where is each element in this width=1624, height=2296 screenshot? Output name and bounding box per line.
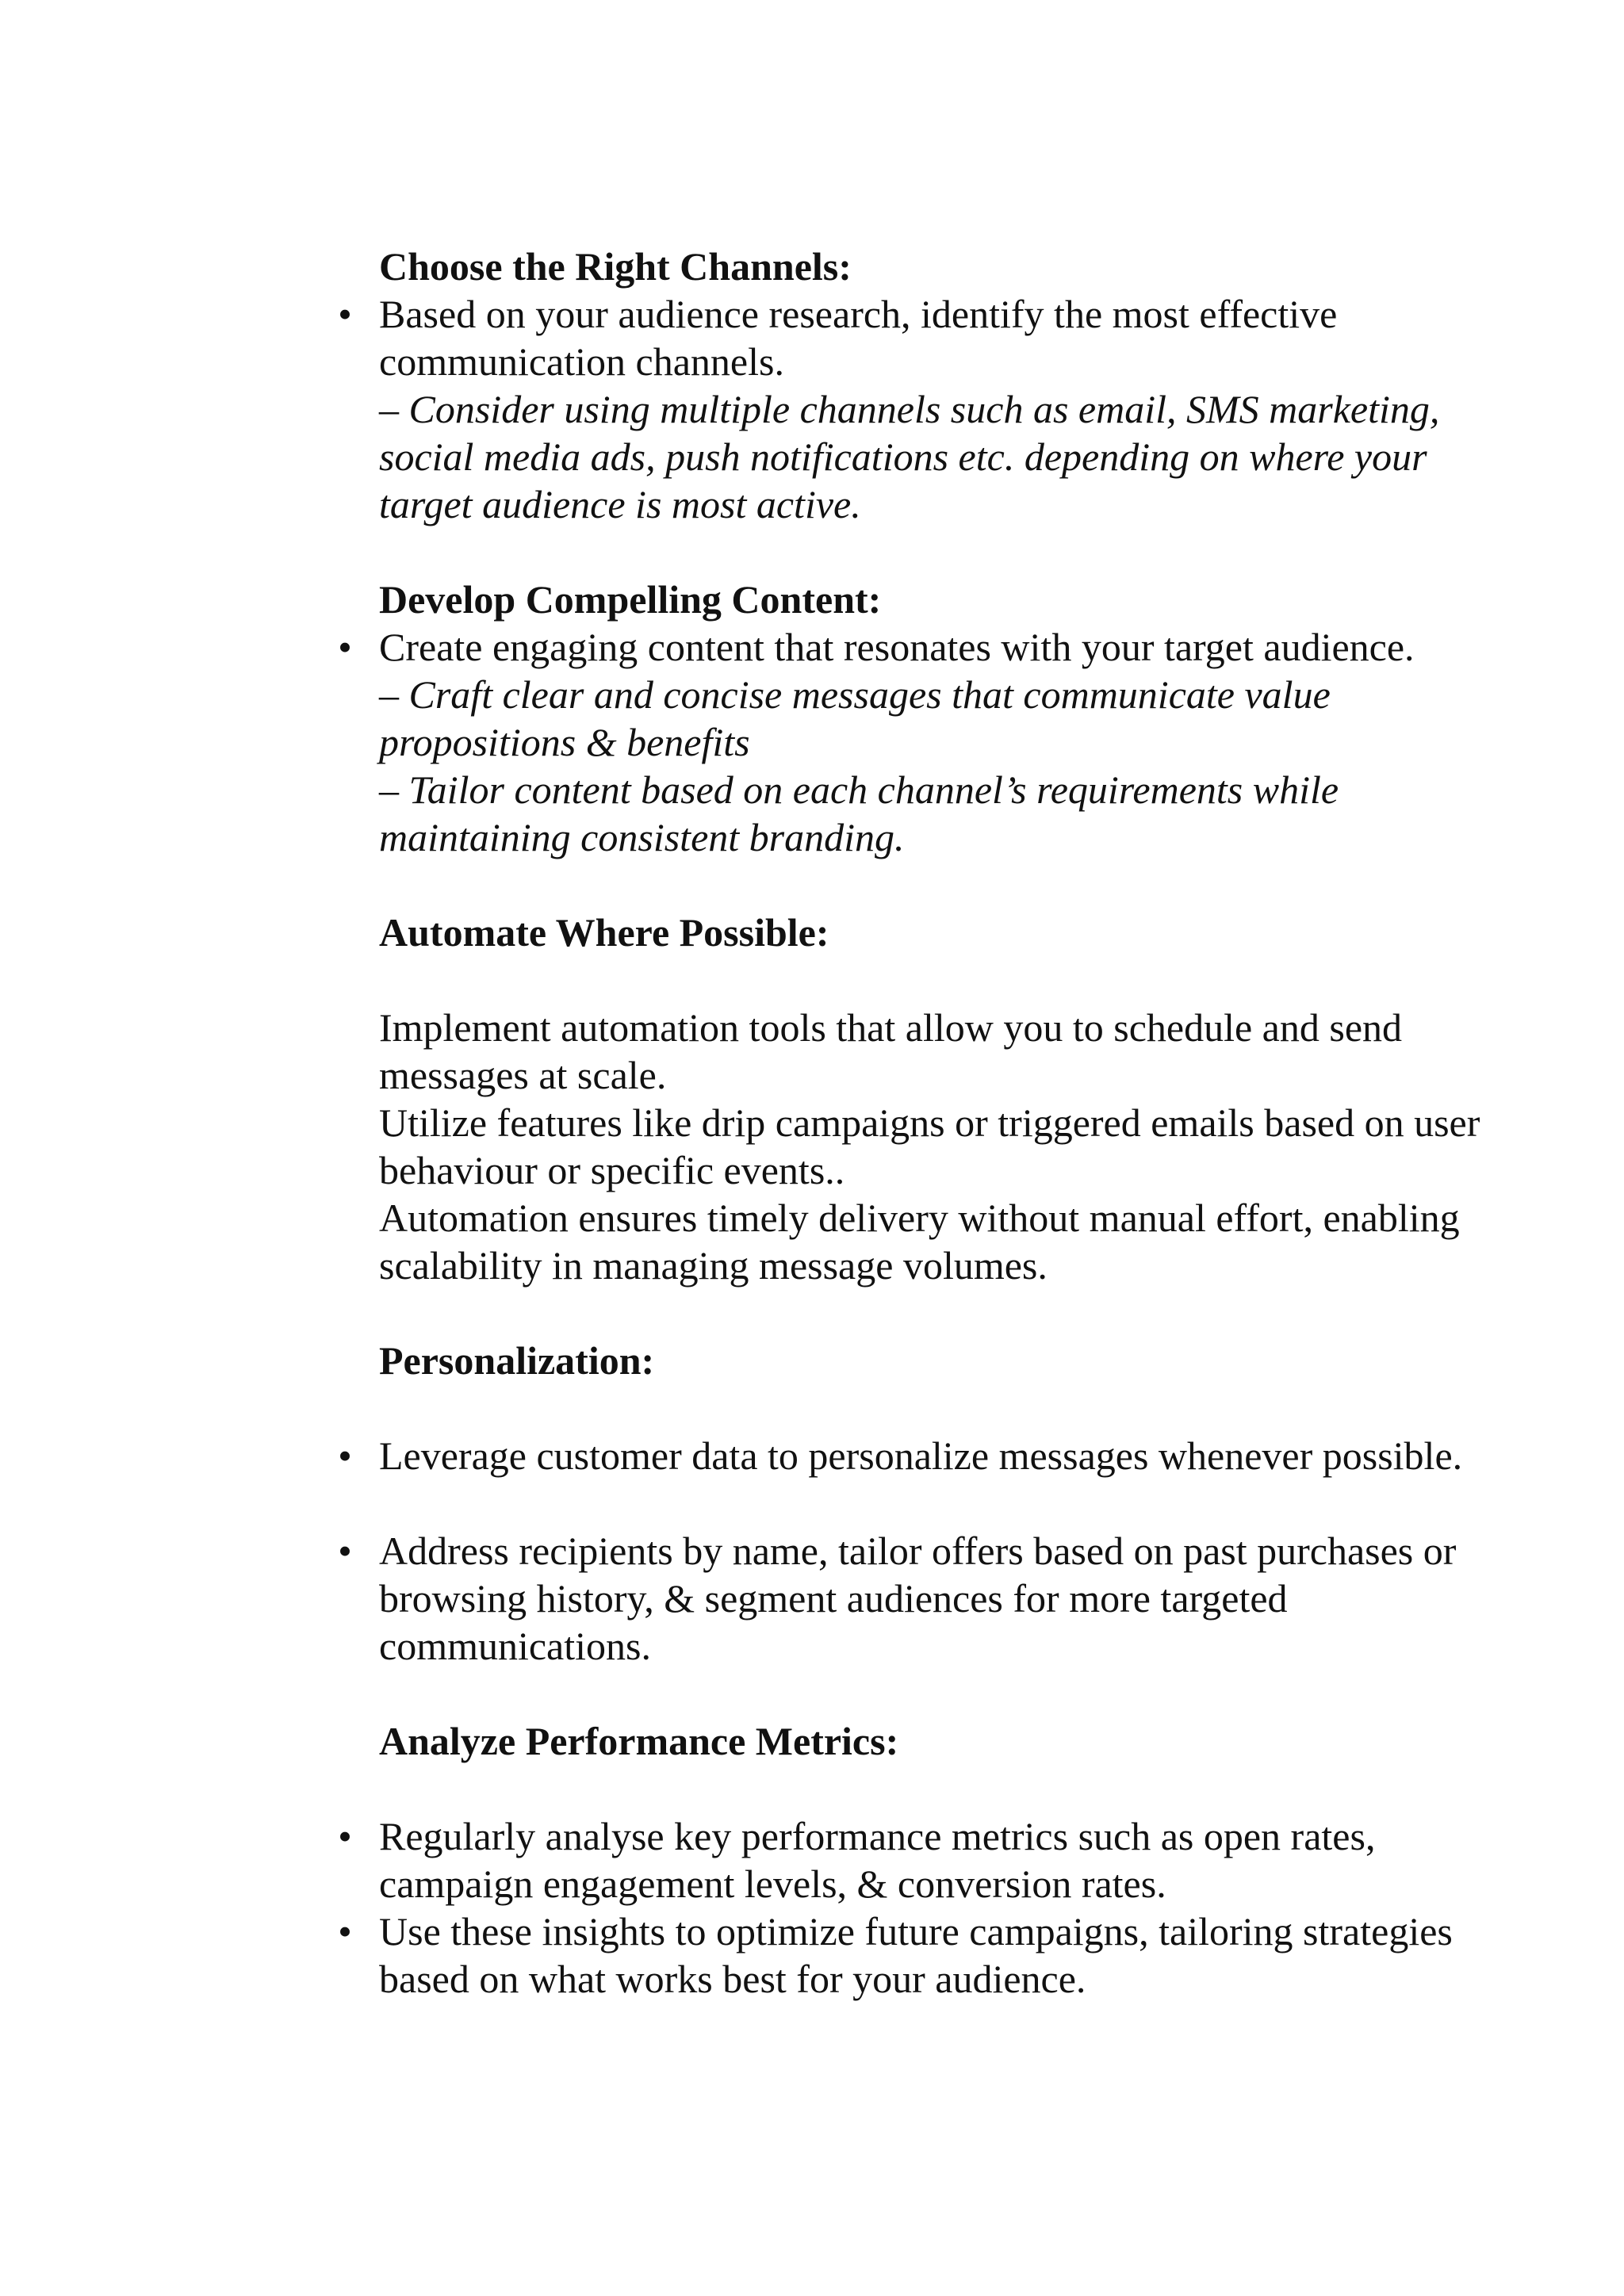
bullet-icon: • (338, 1529, 352, 1573)
spacer (379, 956, 1505, 1004)
bullet-text: Regularly analyse key performance metrics such as open rates, campaign engagement levels, & conversion rates. (379, 1814, 1376, 1906)
list-item-personalization-2 (338, 1527, 1505, 1670)
spacer (379, 1765, 1505, 1812)
list-item-metrics-2 (338, 1908, 1505, 2003)
section-heading-content: Develop Compelling Content: (379, 577, 882, 622)
spacer (379, 1670, 1505, 1717)
paragraph: Automation ensures timely delivery without manual effort, enabling scalability in managing message volumes. (379, 1196, 1460, 1288)
bullet-text: Address recipients by name, tailor offers based on past purchases or browsing history, & segment audiences for more targeted communications. (379, 1529, 1457, 1668)
section-heading-metrics: Analyze Performance Metrics: (379, 1719, 899, 1763)
paragraph-group-automate (379, 1004, 1505, 1289)
list-item-metrics-1 (338, 1812, 1505, 1908)
paragraph: Implement automation tools that allow you to schedule and send messages at scale. (379, 1005, 1403, 1097)
section-heading-channels: Choose the Right Channels: (379, 244, 852, 289)
spacer (379, 1289, 1505, 1337)
italic-note: – Craft clear and concise messages that communicate value propositions & benefits (379, 672, 1331, 764)
section-heading-personalization: Personalization: (379, 1338, 655, 1383)
bullet-icon: • (338, 1433, 352, 1478)
spacer (379, 1384, 1505, 1432)
list-item-content (338, 623, 1505, 861)
bullet-icon: • (338, 1909, 352, 1954)
bullet-icon: • (338, 625, 352, 669)
spacer (379, 528, 1505, 576)
list-item-personalization-1 (338, 1432, 1505, 1479)
italic-note: – Tailor content based on each channel’s requirements while maintaining consistent branding. (379, 767, 1339, 859)
bullet-text: Use these insights to optimize future campaigns, tailoring strategies based on what works best for your audience. (379, 1909, 1453, 2001)
spacer (379, 861, 1505, 909)
spacer (379, 1479, 1505, 1527)
bullet-text: Create engaging content that resonates with your target audience. (379, 625, 1415, 669)
paragraph: Utilize features like drip campaigns or triggered emails based on user behaviour or specific events.. (379, 1100, 1480, 1192)
bullet-text: Based on your audience research, identify the most effective communication channels. (379, 292, 1338, 384)
bullet-text: Leverage customer data to personalize messages whenever possible. (379, 1433, 1463, 1478)
section-heading-automate: Automate Where Possible: (379, 910, 829, 955)
italic-note: – Consider using multiple channels such as email, SMS marketing, social media ads, push notifications etc. depending on where your target audience is most active. (379, 387, 1440, 526)
bullet-icon: • (338, 292, 352, 336)
list-item-channels (338, 290, 1505, 528)
document-body (338, 243, 1505, 2003)
bullet-icon: • (338, 1814, 352, 1858)
